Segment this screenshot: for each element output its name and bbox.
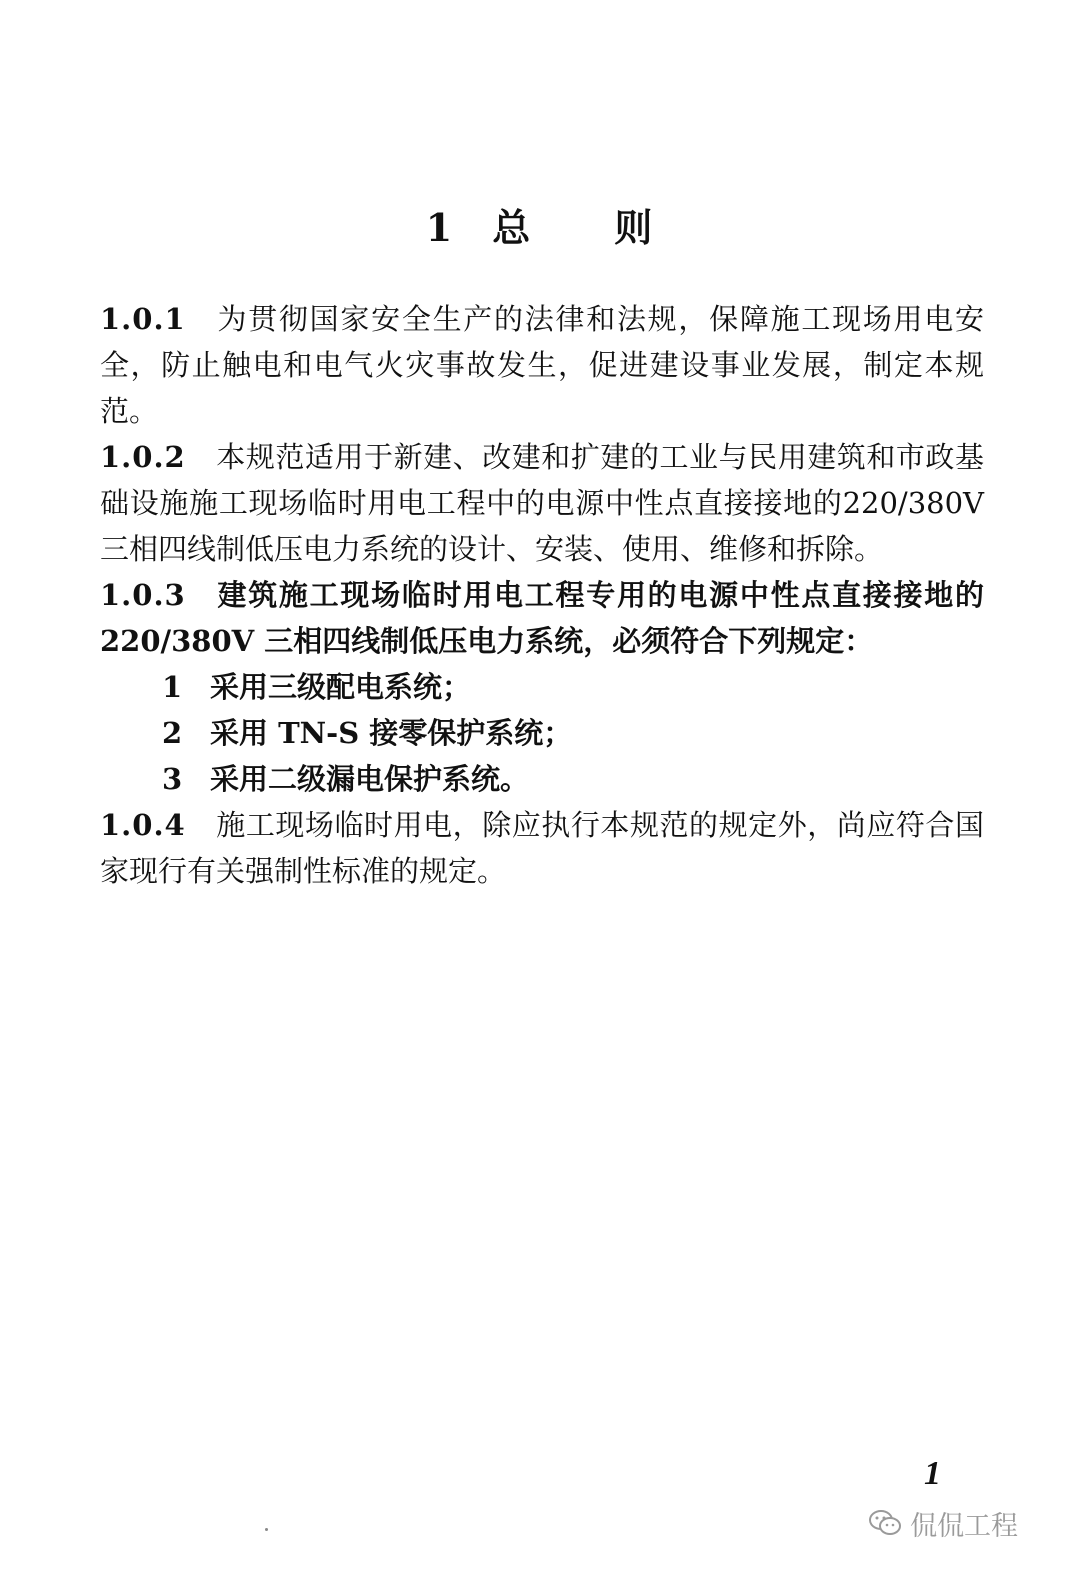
page-number: 1 (924, 1455, 941, 1492)
chapter-number: 1 (425, 205, 455, 251)
clause-text: 施工现场临时用电，除应执行本规范的规定外，尚应符合国家现行有关强制性标准的规定。 (100, 808, 984, 888)
list-item-number: 3 (162, 762, 183, 796)
list-item (100, 664, 984, 710)
watermark-text: 侃侃工程 (910, 1510, 1018, 1542)
list-item (100, 756, 984, 802)
clause-number: 1.0.2 (100, 440, 186, 474)
clause-1-0-1 (100, 296, 984, 434)
list-item-text: 采用三级配电系统； (210, 670, 472, 704)
chapter-title (0, 203, 1080, 253)
clause-number: 1.0.3 (100, 578, 186, 612)
clause-text: 为贯彻国家安全生产的法律和法规，保障施工现场用电安全，防止触电和电气火灾事故发生，促进建设事业发展，制定本规范。 (100, 302, 984, 428)
wechat-icon (868, 1508, 902, 1538)
document-body (100, 296, 984, 894)
clause-1-0-4 (100, 802, 984, 894)
chapter-title-char-1: 总 (492, 205, 533, 251)
clause-number: 1.0.1 (100, 302, 186, 336)
clause-text: 建筑施工现场临时用电工程专用的电源中性点直接接地的 220/380V 三相四线制低压电力系统，必须符合下列规定： (100, 578, 984, 658)
clause-text: 本规范适用于新建、改建和扩建的工业与民用建筑和市政基础设施施工现场临时用电工程中的电源中性点直接接地的220/380V 三相四线制低压电力系统的设计、安装、使用、维修和拆除。 (100, 440, 984, 566)
list-item-text: 采用二级漏电保护系统。 (210, 762, 530, 796)
clause-1-0-2 (100, 434, 984, 572)
clause-number: 1.0.4 (100, 808, 186, 842)
chapter-title-char-2: 则 (614, 205, 655, 251)
list-item (100, 710, 984, 756)
list-item-number: 1 (162, 670, 183, 704)
watermark (868, 1503, 1018, 1543)
scan-speck (265, 1528, 268, 1531)
clause-1-0-3 (100, 572, 984, 664)
list-item-number: 2 (162, 716, 183, 750)
list-item-text: 采用 TN-S 接零保护系统； (210, 716, 573, 750)
